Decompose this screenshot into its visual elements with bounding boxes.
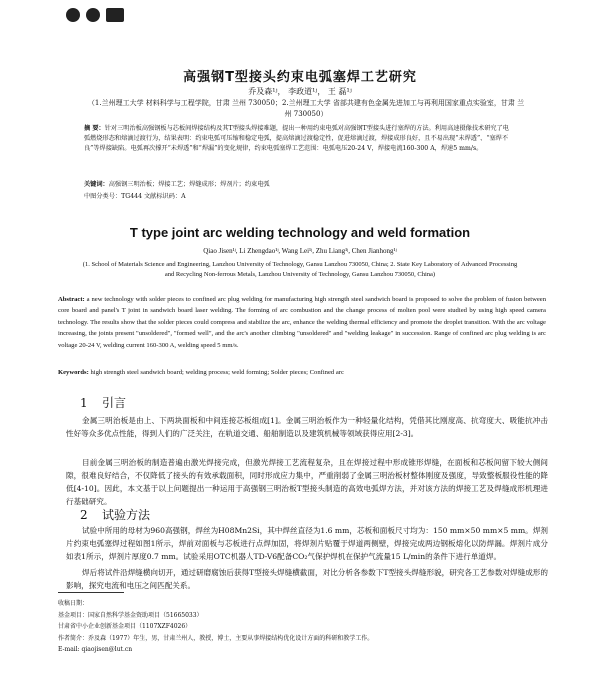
paper-title-cn: 高强钢T型接头约束电弧塞焊工艺研究 [183, 70, 417, 85]
section-2-title: 试验方法 [102, 508, 151, 522]
footnote-divider [58, 592, 124, 593]
footnotes [58, 598, 558, 656]
abstract-cn [84, 124, 514, 154]
footnote-received: 收稿日期： [58, 600, 89, 607]
section-1-title: 引言 [102, 396, 127, 410]
abstract-cn-text: 针对三明治板高强钢板与芯板间焊接结构及其T型接头焊接难题，提出一种用约束电弧对高强钢T型接头进行塞焊的方法。利用高速摄像技术研究了电弧燃烧形态和熔滴过渡行为，结果表明：约束电弧可压缩和稳定电弧，提高熔滴过渡稳定性，促进熔滴过渡，焊接成形良好，且不易出现“未焊透”、“塞焊不良”等焊接缺陷。电弧再次撑开“未焊透”和“焊漏”的变化规律，约束电弧塞焊工艺范围：电弧电压20-24 V，焊接电流160-300 A，焊速5 mm/s。 [84, 125, 509, 152]
keywords-en-label: Keywords: [58, 369, 89, 376]
journal-logo-icon [66, 8, 80, 22]
section-1-paragraph-1: 金属三明治板是由上、下两块面板和中间连接芯板组成[1]。金属三明治板作为一种轻量化结构，凭借其比刚度高、抗弯度大、吸能抗冲击性好等众多优点性能，得到人们的广泛关注，在轨道交通、船舶制造以及建筑机械等领域获得应用[2-3]。 [66, 416, 548, 438]
footnote-fund-2: 甘肃省中小企业创新基金项目（1107XZF4026） [58, 623, 192, 630]
section-1-paragraph-2: 目前金属三明治板的制造普遍由激光焊接完成，但激光焊接工艺流程复杂，且在焊接过程中形成锥形焊缝，在面板和芯板间留下较大侧间隙，很难良好结合，不仅降低了接头的有效承载面积，同时形成应力集中，严重削弱了金属三明治板材整体刚度及强度，导致整板服役性能的降低[4-10]。因此，本文基于以上问题提出一种运用于高强钢三明治板T型接头制造的高效电弧焊方法，并对该方法的焊接工艺及焊缝成形机理进行基础研究。 [66, 458, 548, 506]
footnote-fund: 基金项目：国家自然科学基金资助项目（51665033） [58, 611, 203, 619]
footnote-email: E-mail: qiaojisen@lut.cn [58, 646, 133, 653]
footnote-author: 作者简介：乔及森（1977）年生，男，甘肃兰州人，教授，博士，主要从事焊接结构优化设计方面的科研和教学工作。 [58, 634, 374, 642]
authors-en: Qiao Jisen¹ʲ, Li Zhengdao¹ʲ, Wang Lei¹ʲ, Zhu Liang¹ʲ, Chen Jianhong¹ʲ [203, 247, 397, 255]
keywords-en-text: high strength steel sandwich board; welding process; weld forming; Solder pieces; Confined arc [90, 369, 344, 376]
keywords-cn-text: 高强钢三明治板；焊接工艺；焊缝成形；焊剂片；约束电弧 [108, 181, 270, 188]
paper-title-en: T type joint arc welding technology and weld formation [129, 225, 471, 240]
affiliation-en: (1. School of Materials Science and Engineering, Lanzhou University of Technology, Gansu Lanzhou 730050, China; 2. State Key Laboratory of Advanced Processing and Recycling Non-ferrous Metals, Lanzhou University of Technology, Gansu Lanzhou 730050, China) [82, 261, 518, 278]
keywords-cn-label: 关键词： [84, 181, 109, 188]
section-2-paragraph-1: 试验中所用的母材为960高强钢，焊丝为H08Mn2Si，其中焊丝直径为1.6 mm，芯板和面板尺寸均为：150 mm×50 mm×5 mm。焊剂片约束电弧塞焊过程如图1所示，焊前对面板与芯板进行点焊加固，将焊剂片贴覆于焊道两侧壁，焊接完成两边钢板熔化以防焊漏。焊剂片成分如表1所示，焊剂片厚度0.7 mm。试验采用OTC机器人TD-V6配备CO₂气保护焊机在保护气流量15 L/min的条件下进行单道焊。 [66, 526, 548, 561]
section-2-paragraph-2: 焊后将试件沿焊缝横向切开，通过研磨腐蚀后获得T型接头焊缝横截面，对比分析各参数下T型接头焊缝形貌，研究各工艺参数对焊缝成形的影响，探究电流和电压之间匹配关系。 [66, 568, 548, 590]
keywords-cn [84, 180, 514, 190]
classification-cn: 中图分类号：TG444 文献标识码：A [84, 193, 186, 200]
affiliation-cn: （1.兰州理工大学 材料科学与工程学院，甘肃 兰州 730050；2.兰州理工大学 省部共建有色金属先进加工与再利用国家重点实验室，甘肃 兰州 730050） [87, 99, 525, 118]
authors-cn: 乔及森¹ʲ， 李政道¹ʲ， 王 磊¹ʲ [248, 87, 352, 96]
abstract-cn-label: 摘 要： [84, 125, 105, 132]
journal-logo-row [66, 8, 124, 22]
abstract-en [58, 294, 546, 351]
section-2-number: 2 [80, 508, 88, 522]
keywords-en [58, 368, 546, 378]
abstract-en-label: Abstract: [58, 296, 85, 303]
society-logo-icon [106, 8, 124, 22]
abstract-en-text: a new technology with solder pieces to confined arc plug welding for manufacturing high strength steel sandwich board is proposed to solve the problem of fusion between core board and panel's T joint in sandwich board laser welding. The forming of arc combustion and the change process of molten pool were studied by using high speed camera technology. The results show that the solder pieces could compress and stabilize the arc, enhance the welding thermal efficiency and promote the droplet transition. With the arc voltage increasing, the joints present "unsoldered", "formed well", and the arc's another climbing "unsoldered" and "welding leakage" in succession. Range of confined arc plug welding is arc voltage 20-24 V, welding current 160-300 A, welding speed 5 mm/s. [58, 296, 546, 349]
section-1-heading [80, 394, 126, 411]
section-1-number: 1 [80, 396, 88, 410]
publisher-logo-icon [86, 8, 100, 22]
section-2-heading [80, 506, 150, 523]
